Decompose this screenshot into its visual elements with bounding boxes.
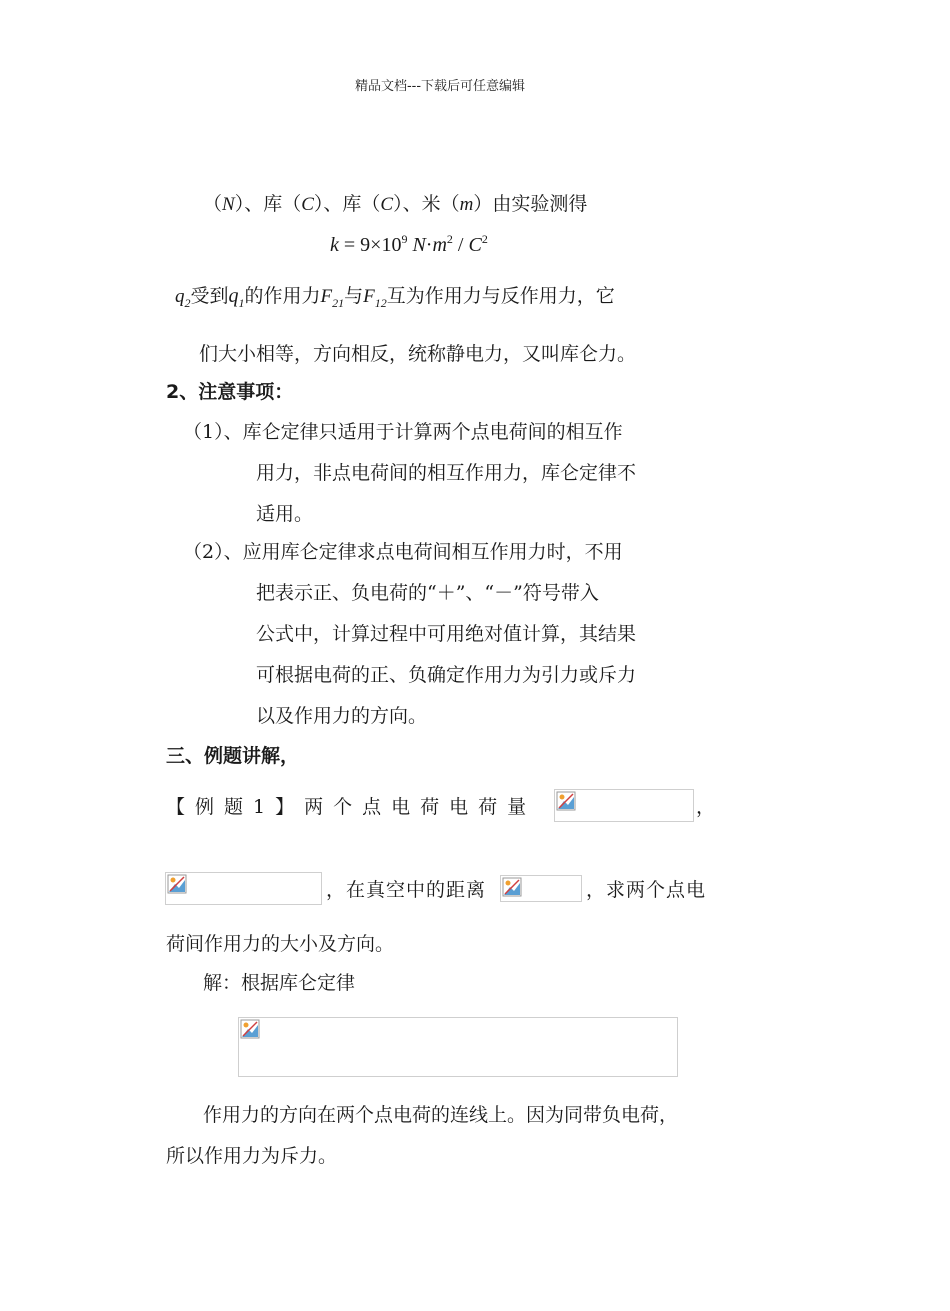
unit-N: N bbox=[222, 194, 235, 215]
exponent: 2 bbox=[446, 232, 453, 246]
force-line bbox=[175, 284, 615, 315]
subscript: 21 bbox=[332, 296, 345, 310]
unit-C: C bbox=[301, 194, 314, 215]
broken-image-icon bbox=[556, 791, 576, 811]
note-1-line-2: 用力，非点电荷间的相互作用力，库仑定律不 bbox=[256, 462, 637, 484]
broken-image-icon bbox=[167, 874, 187, 894]
text: （ bbox=[203, 193, 223, 215]
text: 的作用力 bbox=[244, 285, 321, 307]
text: ）、库（ bbox=[234, 193, 302, 215]
unit-m: m bbox=[432, 234, 447, 256]
note-2-line-2: 把表示正、负电荷的“＋”、“－”符号带入 bbox=[256, 582, 599, 604]
section-3-title: 三、例题讲解， bbox=[166, 745, 300, 767]
coulomb-calculation-image bbox=[238, 1017, 678, 1077]
note-1-line-1: （1）、库仑定律只适用于计算两个点电荷间的相互作 bbox=[183, 421, 623, 443]
text: · bbox=[425, 234, 433, 256]
section-2-title: 2、注意事项： bbox=[166, 381, 294, 403]
text: 互为作用力与反作用力，它 bbox=[386, 285, 615, 307]
symbol-k: k bbox=[330, 234, 339, 256]
subscript: 12 bbox=[374, 296, 387, 310]
text: 受到 bbox=[190, 285, 229, 307]
solution-direction: 作用力的方向在两个点电荷的连线上。因为同带负电荷， bbox=[203, 1104, 679, 1126]
unit-C: C bbox=[380, 194, 394, 215]
solution-intro: 解：根据库仑定律 bbox=[203, 972, 356, 994]
symbol-q: q bbox=[175, 286, 185, 307]
broken-image-icon bbox=[502, 877, 522, 897]
note-2-line-3: 公式中，计算过程中可用绝对值计算，其结果 bbox=[256, 623, 637, 645]
text: = 9×10 bbox=[338, 234, 402, 256]
units-line bbox=[203, 192, 587, 217]
coulomb-constant-formula bbox=[330, 232, 488, 257]
example-1-comma: ， bbox=[696, 796, 716, 818]
note-2-line-4: 可根据电荷的正、负确定作用力为引力或斥力 bbox=[256, 664, 637, 686]
text: ）由实验测得 bbox=[473, 193, 588, 215]
exponent: 9 bbox=[401, 232, 408, 246]
example-1-mid-text: ，在真空中的距离 bbox=[326, 879, 487, 901]
example-1-label: 【例题1】两个点电荷电荷量 bbox=[166, 796, 537, 818]
text: / bbox=[452, 234, 469, 256]
unit-m: m bbox=[459, 194, 474, 215]
subscript: 1 bbox=[238, 296, 245, 310]
symbol-F: F bbox=[320, 286, 333, 307]
unit-N: N bbox=[407, 234, 426, 256]
text: 与 bbox=[344, 285, 364, 307]
charge-q1-formula-image bbox=[554, 789, 694, 822]
example-1-tail-text: ，求两个点电 bbox=[586, 879, 707, 901]
broken-image-icon bbox=[240, 1019, 260, 1039]
unit-C: C bbox=[468, 234, 482, 256]
symbol-q: q bbox=[228, 285, 239, 307]
subscript: 2 bbox=[184, 296, 191, 310]
text: ）、库（ bbox=[313, 193, 381, 215]
note-1-line-3: 适用。 bbox=[256, 503, 314, 525]
note-2-line-1: （2）、应用库仑定律求点电荷间相互作用力时，不用 bbox=[183, 541, 623, 563]
force-line-2: 们大小相等，方向相反，统称静电力，又叫库仑力。 bbox=[199, 343, 637, 365]
text: ）、米（ bbox=[393, 193, 460, 215]
example-1-line-3: 荷间作用力的大小及方向。 bbox=[166, 933, 395, 955]
symbol-F: F bbox=[363, 286, 375, 307]
exponent: 2 bbox=[481, 232, 488, 246]
solution-conclusion: 所以作用力为斥力。 bbox=[166, 1145, 338, 1167]
charge-q2-formula-image bbox=[165, 872, 322, 905]
distance-formula-image bbox=[500, 875, 582, 902]
page-header: 精品文档---下载后可任意编辑 bbox=[354, 79, 526, 94]
note-2-line-5: 以及作用力的方向。 bbox=[256, 705, 428, 727]
